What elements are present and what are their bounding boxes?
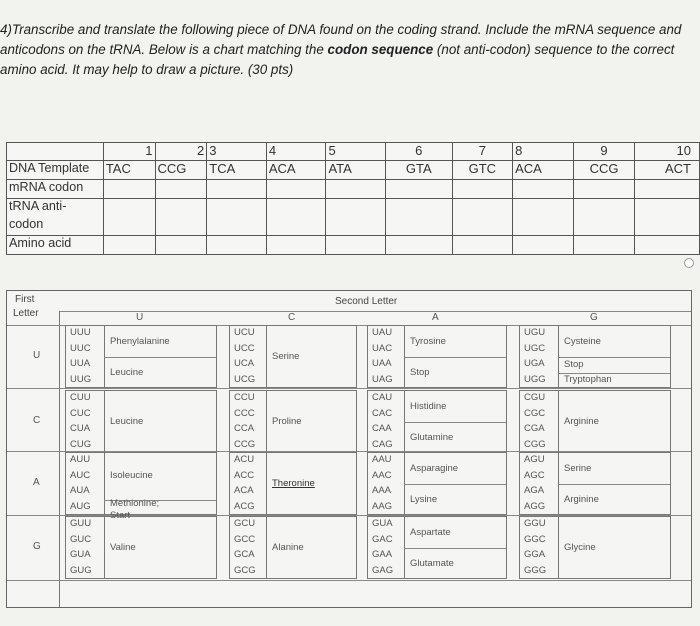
second-letter-head-U: U <box>136 312 144 323</box>
codon: AAA <box>372 485 392 496</box>
codon: GUA <box>372 518 393 529</box>
mrna-cell-10[interactable] <box>635 180 700 199</box>
codon-block-GC <box>229 516 357 579</box>
codon: CAC <box>372 407 393 419</box>
mrna-label: mRNA codon <box>7 180 104 199</box>
mrna-cell-3[interactable] <box>207 180 267 199</box>
codon: AAU <box>372 454 392 465</box>
amino-cell-1[interactable] <box>103 236 155 255</box>
codon: UUG <box>70 373 92 385</box>
codon: GCU <box>234 518 256 529</box>
codon-block-AA <box>367 452 507 515</box>
codon-name-divider <box>266 391 267 452</box>
question-text <box>0 20 698 80</box>
codon-name-divider <box>558 517 559 578</box>
amino-acid-name: Theronine <box>272 478 315 489</box>
amino-label: Amino acid <box>7 236 104 255</box>
first-letter-label-2: Letter <box>13 308 39 319</box>
amino-acid-name: Alanine <box>272 542 304 553</box>
codon: UAC <box>372 342 393 354</box>
codon: CAA <box>372 423 392 434</box>
amino-acid-name: Arginine <box>564 416 599 427</box>
trna-cell-6[interactable] <box>386 199 453 236</box>
codon-block-CC <box>229 390 357 453</box>
col-number-6: 6 <box>386 143 453 161</box>
codon-name-divider <box>266 517 267 578</box>
codon: UAG <box>372 373 393 385</box>
dna-cell-2: CCG <box>155 161 207 180</box>
amino-acid-name: Tryptophan <box>564 374 612 386</box>
codon: CUC <box>70 407 91 419</box>
mrna-cell-4[interactable] <box>266 180 326 199</box>
first-letter-head-G: G <box>33 541 41 552</box>
amino-group-divider <box>404 357 506 358</box>
codon: UCC <box>234 342 255 354</box>
second-letter-head-C: C <box>288 312 296 323</box>
codon: GGG <box>524 564 547 576</box>
trna-cell-4[interactable] <box>266 199 326 236</box>
mrna-cell-2[interactable] <box>155 180 207 199</box>
codon: CCG <box>234 438 256 450</box>
worksheet-table <box>6 142 700 255</box>
col-number-2: 2 <box>155 143 207 161</box>
dna-cell-4: ACA <box>266 161 326 180</box>
trna-label-line-2: codon <box>9 217 44 231</box>
row-divider <box>7 388 691 389</box>
amino-row <box>7 236 700 255</box>
first-letter-head-U: U <box>33 350 41 361</box>
codon-chart <box>6 290 692 608</box>
amino-acid-name: Stop <box>410 366 430 378</box>
codon: CUA <box>70 423 91 434</box>
amino-group-divider <box>404 548 506 549</box>
mrna-cell-6[interactable] <box>386 180 453 199</box>
codon: UUA <box>70 358 91 369</box>
codon: UCG <box>234 373 256 385</box>
codon-block-UC <box>229 325 357 388</box>
dna-cell-5: ATA <box>326 161 386 180</box>
codon: GUA <box>70 549 91 560</box>
amino-acid-name: Histidine <box>410 400 447 412</box>
codon-block-AC <box>229 452 357 515</box>
dna-cell-1: TAC <box>103 161 155 180</box>
trna-cell-2[interactable] <box>155 199 207 236</box>
dna-cell-6: GTA <box>386 161 453 180</box>
amino-cell-10[interactable] <box>635 236 700 255</box>
trna-row <box>7 199 700 236</box>
amino-acid-name: Asparagine <box>410 462 459 474</box>
amino-acid-name: Proline <box>272 416 302 427</box>
question-number: 4) <box>0 22 12 37</box>
amino-acid-name: Isoleucine <box>110 470 153 482</box>
codon: GGC <box>524 533 546 545</box>
trna-cell-1[interactable] <box>103 199 155 236</box>
col-number-7: 7 <box>452 143 513 161</box>
codon: AGC <box>524 469 545 481</box>
amino-cell-9[interactable] <box>573 236 635 255</box>
codon: UAU <box>372 327 393 338</box>
amino-group-divider <box>104 357 216 358</box>
amino-acid-name: Aspartate <box>410 526 451 538</box>
first-letter-head-C: C <box>33 415 41 426</box>
dna-row <box>7 161 700 180</box>
codon: GAG <box>372 564 394 576</box>
codon: GUU <box>70 518 92 529</box>
col-number-5: 5 <box>326 143 386 161</box>
codon: ACG <box>234 500 255 512</box>
codon-block-UU <box>65 325 217 388</box>
codon-block-AG <box>519 452 671 515</box>
scan-mark <box>684 258 694 268</box>
codon: UCA <box>234 358 255 369</box>
amino-acid-name: Valine <box>110 542 136 553</box>
amino-cell-6[interactable] <box>386 236 453 255</box>
trna-cell-9[interactable] <box>573 199 635 236</box>
codon: AUC <box>70 469 91 481</box>
mrna-cell-5[interactable] <box>326 180 386 199</box>
col-number-8: 8 <box>513 143 574 161</box>
amino-cell-2[interactable] <box>155 236 207 255</box>
codon: ACC <box>234 469 255 481</box>
first-letter-head-A: A <box>33 477 40 488</box>
codon-name-divider <box>266 326 267 387</box>
trna-cell-10[interactable] <box>635 199 700 236</box>
codon-block-AU <box>65 452 217 521</box>
mrna-cell-7[interactable] <box>452 180 513 199</box>
amino-acid-name: Methionine; <box>110 497 160 509</box>
amino-acid-name: Arginine <box>564 493 599 505</box>
start-label: Start <box>110 509 131 521</box>
second-letter-head-A: A <box>432 312 439 323</box>
amino-acid-name: Lysine <box>410 493 438 505</box>
codon: UGU <box>524 327 546 338</box>
dna-label: DNA Template <box>7 161 104 180</box>
codon-block-CU <box>65 390 217 453</box>
mrna-cell-9[interactable] <box>573 180 635 199</box>
amino-acid-name: Tyrosine <box>410 335 446 347</box>
codon: ACA <box>234 485 254 496</box>
codon-block-GA <box>367 516 507 579</box>
codon-block-CA <box>367 390 507 453</box>
question-bold: codon sequence <box>327 42 434 57</box>
codon: CCC <box>234 407 255 419</box>
codon: UAA <box>372 358 392 369</box>
amino-acid-name: Phenylalanine <box>110 335 170 347</box>
codon: GGU <box>524 518 546 529</box>
codon: UGA <box>524 358 545 369</box>
dna-cell-7: GTC <box>452 161 513 180</box>
trna-cell-5[interactable] <box>326 199 386 236</box>
codon: ACU <box>234 454 255 465</box>
codon-name-divider <box>104 453 105 514</box>
codon: UGG <box>524 373 546 385</box>
codon: CGU <box>524 392 546 403</box>
codon: GGA <box>524 549 546 560</box>
codon: CGC <box>524 407 546 419</box>
row-divider <box>7 580 691 581</box>
codon: GUG <box>70 564 92 576</box>
codon-block-GU <box>65 516 217 579</box>
codon: CGG <box>524 438 546 450</box>
amino-acid-name: Serine <box>564 462 592 474</box>
codon: AUA <box>70 485 90 496</box>
mrna-cell-8[interactable] <box>513 180 574 199</box>
codon: CCA <box>234 423 255 434</box>
codon: GAA <box>372 549 393 560</box>
second-letter-head-G: G <box>590 312 598 323</box>
first-letter-divider <box>59 311 60 607</box>
amino-cell-7[interactable] <box>452 236 513 255</box>
col-number-1: 1 <box>103 143 155 161</box>
codon: AAG <box>372 500 393 512</box>
codon: CAG <box>372 438 393 450</box>
amino-acid-name: Stop <box>564 358 584 370</box>
trna-cell-3[interactable] <box>207 199 267 236</box>
codon: GCA <box>234 549 255 560</box>
codon-block-UA <box>367 325 507 388</box>
codon: UUU <box>70 327 91 338</box>
amino-cell-3[interactable] <box>207 236 267 255</box>
codon: UUC <box>70 342 91 354</box>
dna-cell-10: ACT <box>635 161 700 180</box>
codon-name-divider <box>104 391 105 452</box>
codon: AUG <box>70 500 91 512</box>
amino-acid-name: Leucine <box>110 416 144 427</box>
codon-block-UG <box>519 325 671 388</box>
codon: AUU <box>70 454 91 465</box>
amino-cell-4[interactable] <box>266 236 326 255</box>
amino-cell-5[interactable] <box>326 236 386 255</box>
codon: CAU <box>372 392 393 403</box>
codon: CGA <box>524 423 545 434</box>
codon-name-divider <box>104 517 105 578</box>
codon-name-divider <box>266 453 267 514</box>
amino-group-divider <box>404 422 506 423</box>
col-number-4: 4 <box>266 143 326 161</box>
mrna-row <box>7 180 700 199</box>
col-number-10: 10 <box>635 143 700 161</box>
codon: CCU <box>234 392 255 403</box>
worksheet-number-row <box>7 143 700 161</box>
codon: AGU <box>524 454 545 465</box>
codon: AGA <box>524 485 545 496</box>
dna-cell-3: TCA <box>207 161 267 180</box>
question-part-2: (not anti-codon) sequence to the correct amino acid. It may help to draw a picture. (30 pts) <box>0 42 675 77</box>
second-letter-label: Second Letter <box>335 296 398 307</box>
amino-acid-name: Glutamine <box>410 431 454 443</box>
codon: AAC <box>372 469 392 481</box>
codon: GAC <box>372 533 393 545</box>
amino-group-divider <box>558 484 670 485</box>
codon: GCG <box>234 564 256 576</box>
trna-label <box>7 199 104 236</box>
codon: UCU <box>234 327 255 338</box>
dna-cell-8: ACA <box>513 161 574 180</box>
codon: CUG <box>70 438 92 450</box>
codon-name-divider <box>558 391 559 452</box>
codon-block-GG <box>519 516 671 579</box>
codon: AGG <box>524 500 546 512</box>
codon-block-CG <box>519 390 671 453</box>
amino-cell-8[interactable] <box>513 236 574 255</box>
question-part-1: Transcribe and translate the following piece of DNA found on the coding strand. Include the mRNA sequence and anticodons on the tRNA. Below is a chart matching the <box>0 22 682 57</box>
first-letter-label-1: First <box>15 294 35 305</box>
col-number-3: 3 <box>207 143 267 161</box>
col-number-9: 9 <box>573 143 635 161</box>
trna-cell-7[interactable] <box>452 199 513 236</box>
codon: UGC <box>524 342 546 354</box>
trna-label-line-1: tRNA anti- <box>9 199 67 213</box>
amino-acid-name: Cysteine <box>564 335 601 347</box>
mrna-cell-1[interactable] <box>103 180 155 199</box>
amino-acid-name: Leucine <box>110 366 144 378</box>
codon: GCC <box>234 533 256 545</box>
codon: GUC <box>70 533 92 545</box>
codon: CUU <box>70 392 91 403</box>
amino-acid-name: Serine <box>272 351 300 362</box>
trna-cell-8[interactable] <box>513 199 574 236</box>
blank-corner <box>7 143 104 161</box>
amino-acid-name: Glutamate <box>410 557 454 569</box>
dna-cell-9: CCG <box>573 161 635 180</box>
amino-acid-name: Glycine <box>564 542 596 553</box>
amino-group-divider <box>404 484 506 485</box>
